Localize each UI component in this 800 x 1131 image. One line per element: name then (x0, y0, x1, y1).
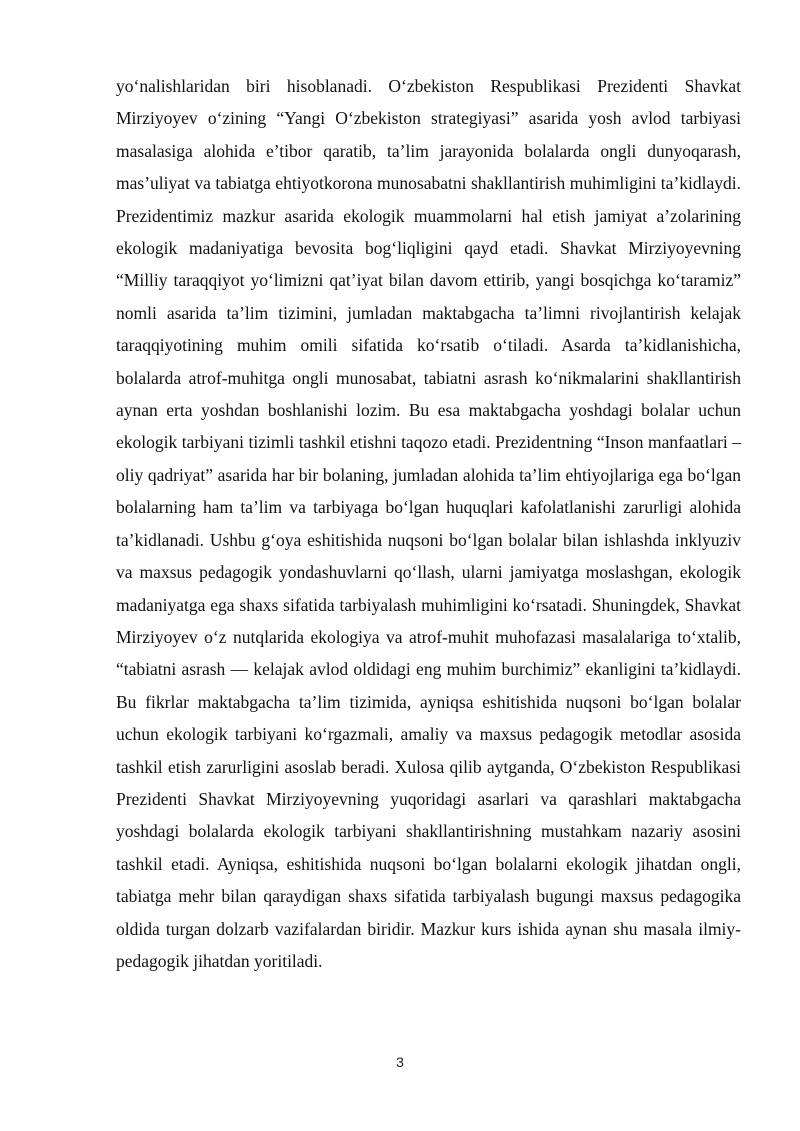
body-paragraph: yo‘nalishlaridan biri hisoblanadi. O‘zbekiston Respublikasi Prezidenti Shavkat Mirziyoyev o‘zining “Yangi O‘zbekiston strategiyasi” asarida yosh avlod tarbiyasi masalasiga alohida e’tibor qaratib, ta’lim jarayonida bolalarda ongli dunyoqarash, mas’uliyat va tabiatga ehtiyotkorona munosabatni shakllantirish muhimligini ta’kidlaydi. Prezidentimiz mazkur asarida ekologik muammolarni hal etish jamiyat a’zolarining ekologik madaniyatiga bevosita bog‘liqligini qayd etadi. Shavkat Mirziyoyevning “Milliy taraqqiyot yo‘limizni qat’iyat bilan davom ettirib, yangi bosqichga ko‘taramiz” nomli asarida ta’lim tizimini, jumladan maktabgacha ta’limni rivojlantirish kelajak taraqqiyotining muhim omili sifatida ko‘rsatib o‘tiladi. Asarda ta’kidlanishicha, bolalarda atrof-muhitga ongli munosabat, tabiatni asrash ko‘nikmalarini shakllantirish aynan erta yoshdan boshlanishi lozim. Bu esa maktabgacha yoshdagi bolalar uchun ekologik tarbiyani tizimli tashkil etishni taqozo etadi. Prezidentning “Inson manfaatlari – oliy qadriyat” asarida har bir bolaning, jumladan alohida ta’lim ehtiyojlariga ega bo‘lgan bolalarning ham ta’lim va tarbiyaga bo‘lgan huquqlari kafolatlanishi zarurligi alohida ta’kidlanadi. Ushbu g‘oya eshitishida nuqsoni bo‘lgan bolalar bilan ishlashda inklyuziv va maxsus pedagogik yondashuvlarni qo‘llash, ularni jamiyatga moslashgan, ekologik madaniyatga ega shaxs sifatida tarbiyalash muhimligini ko‘rsatadi. Shuningdek, Shavkat Mirziyoyev o‘z nutqlarida ekologiya va atrof-muhit muhofazasi masalalariga to‘xtalib, “tabiatni asrash — kelajak avlod oldidagi eng muhim burchimiz” ekanligini ta’kidlaydi. Bu fikrlar maktabgacha ta’lim tizimida, ayniqsa eshitishida nuqsoni bo‘lgan bolalar uchun ekologik tarbiyani ko‘rgazmali, amaliy va maxsus pedagogik metodlar asosida tashkil etish zarurligini asoslab beradi. Xulosa qilib aytganda, O‘zbekiston Respublikasi Prezidenti Shavkat Mirziyoyevning yuqoridagi asarlari va qarashlari maktabgacha yoshdagi bolalarda ekologik tarbiyani shakllantirishning mustahkam nazariy asosini tashkil etadi. Ayniqsa, eshitishida nuqsoni bo‘lgan bolalarni ekologik jihatdan ongli, tabiatga mehr bilan qaraydigan shaxs sifatida tarbiyalash bugungi maxsus pedagogika oldida turgan dolzarb vazifalardan biridir. Mazkur kurs ishida aynan shu masala ilmiy-pedagogik jihatdan yoritiladi. (116, 76, 741, 971)
page-number: 3 (396, 1054, 404, 1070)
